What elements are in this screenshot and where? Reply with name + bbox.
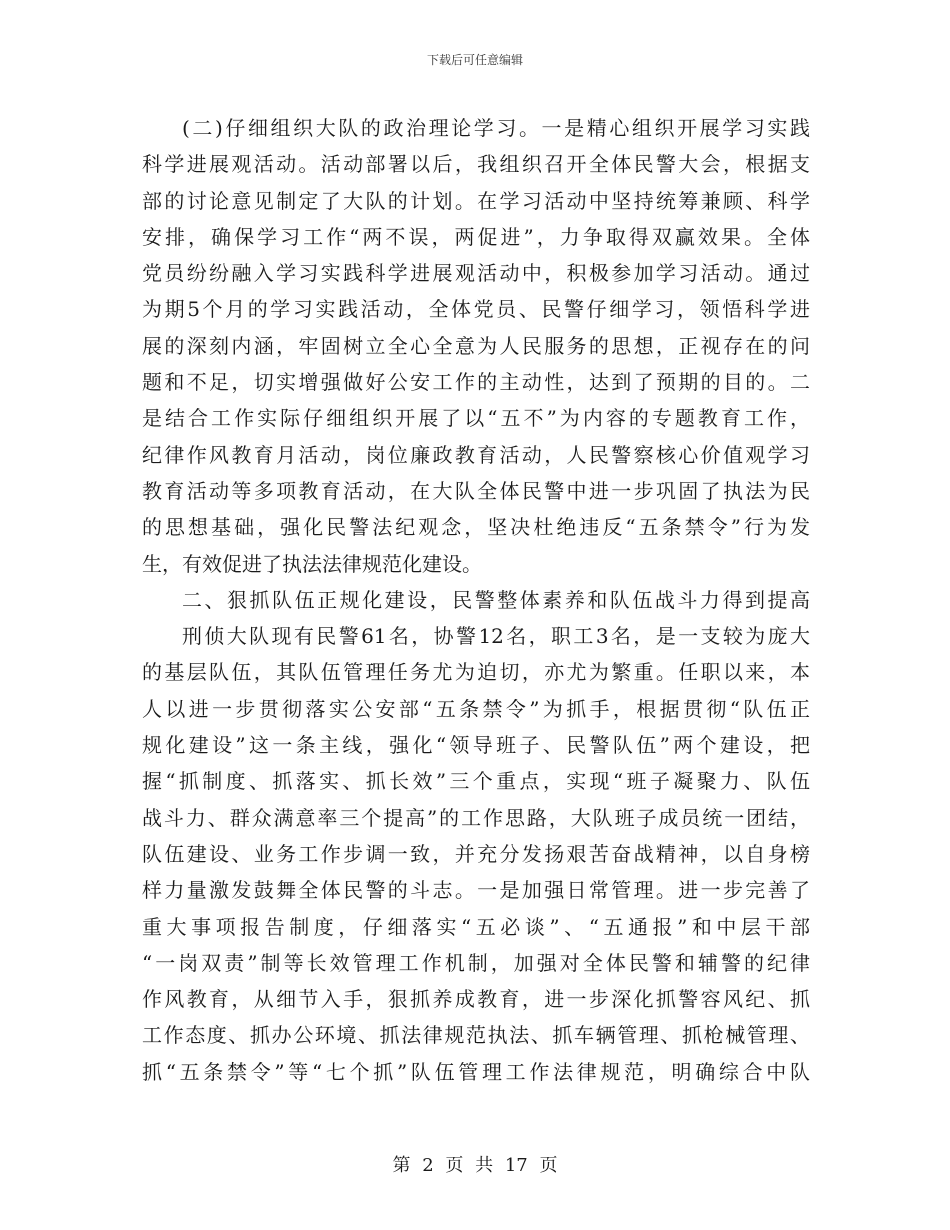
paragraph-line: (二)仔细组织大队的政治理论学习。一是精心组织开展学习实践 xyxy=(182,116,810,140)
paragraph-line: 为期5个月的学习实践活动，全体党员、民警仔细学习，领悟科学进 xyxy=(142,297,810,322)
paragraph-line: 教育活动等多项教育活动，在大队全体民警中进一步巩固了执法为民 xyxy=(142,478,810,503)
paragraph-line: 刑侦大队现有民警61名，协警12名，职工3名，是一支较为庞大 xyxy=(182,624,810,649)
paragraph-line: 抓“五条禁令”等“七个抓”队伍管理工作法律规范，明确综合中队 xyxy=(142,1059,810,1084)
paragraph-line: 的基层队伍，其队伍管理任务尤为迫切，亦尤为繁重。任职以来，本 xyxy=(142,660,810,685)
paragraph-line: 工作态度、抓办公环境、抓法律规范执法、抓车辆管理、抓枪械管理、 xyxy=(142,1023,810,1048)
paragraph-line: 科学进展观活动。活动部署以后，我组织召开全体民警大会，根据支 xyxy=(142,152,810,177)
paragraph-line: 党员纷纷融入学习实践科学进展观活动中，积极参加学习活动。通过 xyxy=(142,261,810,286)
paragraph-line: 生，有效促进了执法法律规范化建设。 xyxy=(142,551,482,576)
paragraph-line: 握“抓制度、抓落实、抓长效”三个重点，实现“班子凝聚力、队伍 xyxy=(142,769,810,794)
paragraph-line: 重大事项报告制度，仔细落实“五必谈”、“五通报”和中层干部 xyxy=(142,914,810,939)
paragraph-line: 安排，确保学习工作“两不误，两促进”，力争取得双赢效果。全体 xyxy=(142,224,810,249)
paragraph-line: 作风教育，从细节入手，狠抓养成教育，进一步深化抓警容风纪、抓 xyxy=(142,987,810,1012)
paragraph-line: 纪律作风教育月活动，岗位廉政教育活动，人民警察核心价值观学习 xyxy=(142,442,810,467)
paragraph-line: 展的深刻内涵，牢固树立全心全意为人民服务的思想，正视存在的问 xyxy=(142,333,810,358)
paragraph-line: 人以进一步贯彻落实公安部“五条禁令”为抓手，根据贯彻“队伍正 xyxy=(142,696,810,721)
paragraph-line: 的思想基础，强化民警法纪观念，坚决杜绝违反“五条禁令”行为发 xyxy=(142,515,810,540)
paragraph-line: “一岗双责”制等长效管理工作机制，加强对全体民警和辅警的纪律 xyxy=(142,950,810,975)
paragraph-line: 是结合工作实际仔细组织开展了以“五不”为内容的专题教育工作， xyxy=(142,406,810,431)
paragraph-line: 队伍建设、业务工作步调一致，并充分发扬艰苦奋战精神，以自身榜 xyxy=(142,841,810,866)
section-heading: 二、狠抓队伍正规化建设，民警整体素养和队伍战斗力得到提高 xyxy=(182,587,810,612)
paragraph-line: 样力量激发鼓舞全体民警的斗志。一是加强日常管理。进一步完善了 xyxy=(142,878,810,903)
page-number: 第 2 页 共 17 页 xyxy=(392,1155,558,1176)
document-body xyxy=(142,110,810,1090)
paragraph-line: 部的讨论意见制定了大队的计划。在学习活动中坚持统筹兼顾、科学 xyxy=(142,188,810,213)
paragraph-line: 题和不足，切实增强做好公安工作的主动性，达到了预期的目的。二 xyxy=(142,370,810,395)
paragraph-line: 规化建设”这一条主线，强化“领导班子、民警队伍”两个建设，把 xyxy=(142,733,810,758)
paragraph-line: 战斗力、群众满意率三个提高”的工作思路，大队班子成员统一团结， xyxy=(142,805,810,830)
page-header: 下载后可任意编辑 xyxy=(426,53,523,67)
